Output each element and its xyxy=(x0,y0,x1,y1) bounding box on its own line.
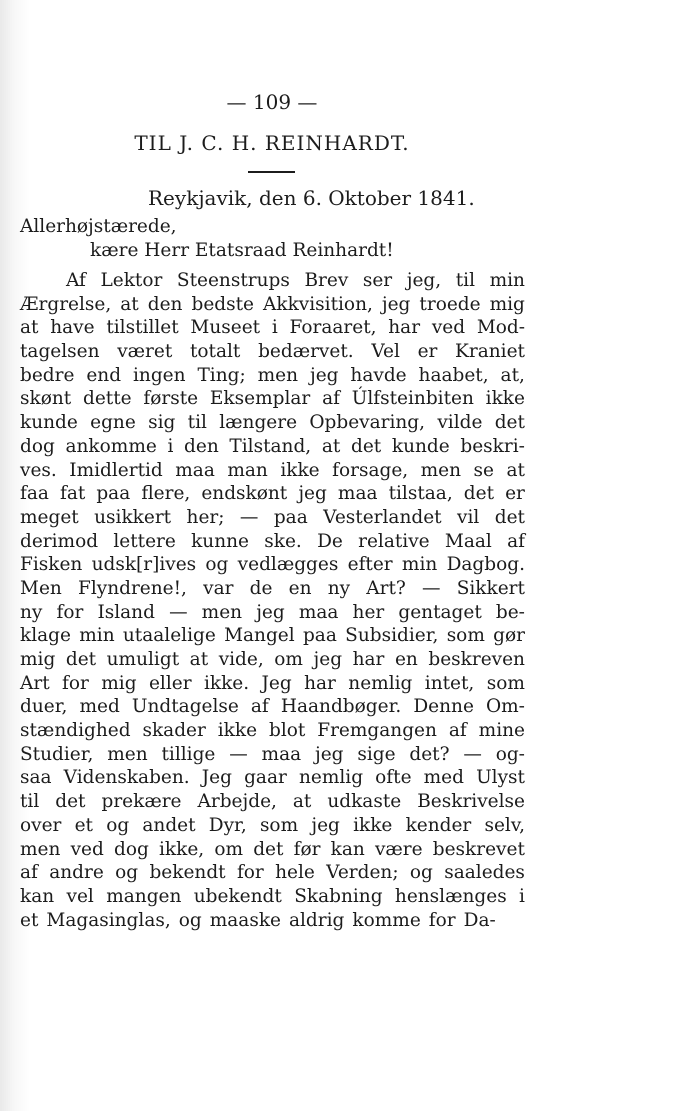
word: aldrig xyxy=(288,909,345,931)
word: gentaget xyxy=(398,601,482,623)
word: kan xyxy=(20,885,55,907)
text-line xyxy=(20,316,525,340)
word: tilstillet xyxy=(106,317,179,339)
word: klage xyxy=(20,625,71,647)
text-line xyxy=(20,648,525,672)
word: Ærgrelse, xyxy=(20,293,112,315)
word: kan xyxy=(330,838,365,860)
word: af xyxy=(250,696,269,718)
word: Fremgangen xyxy=(317,720,437,742)
word: med xyxy=(423,767,464,789)
word: jeg xyxy=(381,293,411,315)
word: Magasinglas, xyxy=(46,909,171,931)
word: andre xyxy=(49,862,104,884)
word: Eksemplar xyxy=(209,388,311,410)
word: Arbejde, xyxy=(197,791,277,813)
letter-salutation xyxy=(20,215,394,262)
word: længere xyxy=(219,412,298,434)
word: paa xyxy=(96,483,131,505)
word: som xyxy=(486,672,525,694)
word: Haandbøger. xyxy=(280,696,402,718)
word: Island xyxy=(97,601,155,623)
word: usikkert xyxy=(94,506,172,528)
word: det xyxy=(55,791,86,813)
word: ikke xyxy=(280,459,320,481)
title-divider xyxy=(248,171,295,173)
text-line xyxy=(20,553,525,577)
word: bedre xyxy=(20,364,75,386)
word: at xyxy=(292,791,312,813)
word: har xyxy=(352,649,385,670)
word: om xyxy=(214,838,244,860)
word: første xyxy=(143,388,199,410)
word: Subsidier, xyxy=(345,625,439,647)
word: gaar xyxy=(244,767,287,789)
word: men xyxy=(257,364,299,386)
word: Dagbog. xyxy=(446,554,525,576)
word: at xyxy=(120,293,139,315)
word: Beskrivelse xyxy=(417,791,525,813)
word: ikke, xyxy=(159,838,205,860)
word: skader xyxy=(142,720,206,742)
word: dog xyxy=(20,435,55,457)
word: — xyxy=(239,506,259,528)
word: bedste xyxy=(191,293,254,315)
word: intet, xyxy=(424,672,475,694)
word: saa xyxy=(20,767,52,789)
word: Videnskaben. xyxy=(63,767,190,789)
word: kender xyxy=(405,814,472,836)
word: kunne xyxy=(191,530,249,552)
word: sig xyxy=(148,412,176,434)
text-line xyxy=(20,814,525,838)
word: og xyxy=(409,862,433,884)
word: bedærvet. xyxy=(258,341,354,363)
word: blot xyxy=(268,720,306,742)
word: for xyxy=(428,909,456,931)
text-line xyxy=(20,269,525,293)
word: om xyxy=(274,649,303,670)
word: forsage, xyxy=(332,459,409,481)
word: havde xyxy=(350,364,407,386)
text-line xyxy=(20,293,525,317)
word: prekære xyxy=(101,791,182,813)
word: flere, xyxy=(141,483,191,505)
text-line xyxy=(20,624,525,648)
word: et xyxy=(20,909,39,931)
word: nemlig xyxy=(298,767,364,789)
word: her; xyxy=(186,506,225,528)
word: ofte xyxy=(375,767,412,789)
word: Foraaret, xyxy=(289,317,377,339)
text-line xyxy=(20,459,525,483)
word: maaske xyxy=(209,909,281,931)
word: selv, xyxy=(484,814,525,836)
text-line xyxy=(20,695,525,719)
word: gør xyxy=(493,625,525,647)
text-line xyxy=(20,577,525,601)
word: troede xyxy=(419,293,481,315)
text-line xyxy=(20,885,525,909)
word: har xyxy=(388,317,421,339)
word: beskrevet xyxy=(432,838,525,860)
word: det xyxy=(65,649,97,670)
word: men xyxy=(107,743,148,765)
word: tillige xyxy=(161,743,216,765)
word: udsk[r]ives xyxy=(91,554,197,576)
word: jeg xyxy=(314,743,344,765)
word: duer, xyxy=(20,696,68,718)
word: for xyxy=(236,862,264,884)
word: i xyxy=(167,435,174,457)
word: utaalelige xyxy=(122,625,216,647)
word: lettere xyxy=(113,530,176,552)
word: ingen xyxy=(133,364,186,386)
word: af xyxy=(507,530,525,552)
word: henslænges xyxy=(394,885,507,907)
word: et xyxy=(74,814,93,836)
word: være xyxy=(374,838,423,860)
word: Skabning xyxy=(294,885,383,907)
word: maa xyxy=(337,483,378,505)
word: Maal xyxy=(444,530,492,552)
word: en xyxy=(288,577,312,599)
text-line xyxy=(20,387,525,411)
word: maa xyxy=(175,459,215,481)
word: at xyxy=(506,459,525,481)
word: Jeg xyxy=(201,767,232,789)
word: Imidlertid xyxy=(69,459,163,481)
word: Om- xyxy=(485,696,525,718)
word: ved xyxy=(431,317,466,339)
page-number: — 109 — xyxy=(226,90,318,114)
word: beskreven xyxy=(428,649,525,670)
word: Dyr, xyxy=(208,814,247,836)
word: Vel xyxy=(371,341,400,363)
word: beskri- xyxy=(460,435,525,457)
word: over xyxy=(20,814,62,836)
word: min xyxy=(401,554,438,576)
word: jeg xyxy=(313,649,343,670)
word: som xyxy=(259,814,299,836)
text-line xyxy=(20,743,525,767)
word: — xyxy=(169,601,188,623)
word: Vesterlandet xyxy=(323,506,442,528)
word: før xyxy=(293,838,321,860)
word: det xyxy=(494,412,525,434)
word: Af xyxy=(66,270,86,291)
word: i xyxy=(519,885,525,907)
word: ske. xyxy=(264,530,302,552)
word: Art xyxy=(20,672,50,694)
salutation-line: Allerhøjstærede, xyxy=(20,216,177,237)
word: af xyxy=(448,720,467,742)
letter-title: TIL J. C. H. REINHARDT. xyxy=(134,131,410,155)
word: de xyxy=(249,577,273,599)
word: ser xyxy=(362,270,393,291)
word: maa xyxy=(298,601,339,623)
word: til xyxy=(20,791,40,813)
word: andet xyxy=(142,814,196,836)
word: efter xyxy=(347,554,393,576)
word: Mod- xyxy=(476,317,525,339)
text-line xyxy=(20,601,525,625)
word: og xyxy=(115,862,139,884)
word: Kraniet xyxy=(455,341,525,363)
word: ikke xyxy=(485,388,525,410)
word: dette xyxy=(83,388,132,410)
word: eller xyxy=(148,672,192,694)
word: fat xyxy=(59,483,86,505)
word: at, xyxy=(500,364,525,386)
text-line xyxy=(20,530,525,554)
word: have xyxy=(50,317,95,339)
word: Denne xyxy=(413,696,474,718)
text-line xyxy=(20,506,525,530)
word: endskønt xyxy=(201,483,288,505)
word: mig xyxy=(20,649,56,670)
text-line xyxy=(20,340,525,364)
word: men xyxy=(201,601,243,623)
word: ikke xyxy=(217,720,258,742)
word: ikke. xyxy=(203,672,250,694)
word: min xyxy=(79,625,115,647)
word: Mangel xyxy=(224,625,295,647)
word: end xyxy=(86,364,122,386)
word: Ulyst xyxy=(476,767,525,789)
text-line xyxy=(20,790,525,814)
word: be- xyxy=(495,601,525,623)
salutation-line: kære Herr Etatsraad Reinhardt! xyxy=(90,239,394,261)
word: er xyxy=(505,483,525,505)
word: maa xyxy=(261,743,302,765)
word: men xyxy=(20,838,61,860)
word: — xyxy=(229,743,248,765)
word: den xyxy=(184,435,219,457)
word: det xyxy=(350,435,382,457)
word: Brev xyxy=(304,270,349,291)
letter-body xyxy=(20,269,525,932)
word: nemlig xyxy=(348,672,413,694)
word: en xyxy=(394,649,418,670)
word: Fisken xyxy=(20,554,83,576)
word: — xyxy=(463,743,482,765)
word: vel xyxy=(66,885,94,907)
word: stændighed xyxy=(20,720,131,742)
word: Museet xyxy=(190,317,261,339)
word: vide, xyxy=(218,649,264,670)
word: Tilstand, xyxy=(229,435,312,457)
word: tagelsen xyxy=(20,341,100,363)
word: Úlfsteinbiten xyxy=(351,388,474,410)
letter-dateline: Reykjavik, den 6. Oktober 1841. xyxy=(148,186,475,210)
word: kunde xyxy=(20,412,78,434)
word: ves. xyxy=(20,459,57,481)
word: paa xyxy=(273,506,308,528)
word: for xyxy=(62,672,89,694)
word: den xyxy=(147,293,183,315)
text-line xyxy=(20,719,525,743)
word: ikke xyxy=(353,814,393,836)
word: og xyxy=(205,554,229,576)
text-line xyxy=(20,766,525,790)
word: det xyxy=(494,506,525,528)
word: egne xyxy=(90,412,136,434)
word: Lektor xyxy=(100,270,163,291)
word: i xyxy=(271,317,278,339)
word: Da- xyxy=(463,909,496,931)
word: Jeg xyxy=(261,672,292,694)
word: af xyxy=(322,388,340,410)
word: jeg xyxy=(309,364,339,386)
word: Akkvisition, xyxy=(263,293,373,315)
word: og xyxy=(106,814,130,836)
text-line xyxy=(20,909,525,933)
word: dog xyxy=(114,838,149,860)
word: er xyxy=(417,341,438,363)
word: til xyxy=(455,270,476,291)
word: har xyxy=(304,672,336,694)
word: Studier, xyxy=(20,743,94,765)
word: mig xyxy=(489,293,525,315)
word: jeg xyxy=(298,483,327,505)
word: hele xyxy=(275,862,315,884)
word: jeg xyxy=(311,814,340,836)
word: det? xyxy=(409,743,450,765)
word: relative xyxy=(358,530,430,552)
word: meget xyxy=(20,506,79,528)
word: vilde xyxy=(437,412,483,434)
word: det xyxy=(253,838,284,860)
text-line xyxy=(20,672,525,696)
word: sige xyxy=(357,743,396,765)
word: at xyxy=(189,649,209,670)
word: tilstaa, xyxy=(388,483,453,505)
text-line xyxy=(20,435,525,459)
word: det xyxy=(463,483,495,505)
word: udkaste xyxy=(327,791,402,813)
word: ankomme xyxy=(65,435,157,457)
word: ny xyxy=(20,601,43,623)
word: min xyxy=(489,270,525,291)
word: Flyndrene!, xyxy=(78,577,187,599)
word: at xyxy=(20,317,39,339)
word: umuligt xyxy=(106,649,180,670)
word: Steenstrups xyxy=(176,270,290,291)
word: og- xyxy=(495,743,525,765)
word: bekendt xyxy=(149,862,226,884)
word: Undtagelse xyxy=(131,696,239,718)
word: man xyxy=(227,459,268,481)
word: haabet, xyxy=(418,364,489,386)
word: vil xyxy=(457,506,480,528)
word: paa xyxy=(302,625,337,647)
text-line xyxy=(20,838,525,862)
word: ved xyxy=(70,838,104,860)
text-line xyxy=(20,482,525,506)
word: Verden; xyxy=(326,862,399,884)
word: skønt xyxy=(20,388,72,410)
text-line xyxy=(20,364,525,388)
word: De xyxy=(317,530,343,552)
word: Art? xyxy=(366,577,406,599)
word: komme xyxy=(352,909,421,931)
word: for xyxy=(56,601,84,623)
word: mangen xyxy=(106,885,182,907)
word: at xyxy=(321,435,341,457)
word: men xyxy=(420,459,462,481)
word: saaledes xyxy=(444,862,525,884)
word: totalt xyxy=(189,341,241,363)
word: kunde xyxy=(391,435,450,457)
text-line xyxy=(20,411,525,435)
word: og xyxy=(178,909,202,931)
word: var xyxy=(203,577,234,599)
word: til xyxy=(187,412,207,434)
word: Opbevaring, xyxy=(309,412,426,434)
word: derimod xyxy=(20,530,99,552)
word: ny xyxy=(327,577,351,599)
word: mig xyxy=(101,672,137,694)
text-line xyxy=(20,861,525,885)
word: Ting; xyxy=(197,364,246,386)
word: Men xyxy=(20,577,62,599)
word: faa xyxy=(20,483,49,505)
word: af xyxy=(20,862,38,884)
word: mine xyxy=(478,720,525,742)
word: jeg xyxy=(256,601,285,623)
word: jeg, xyxy=(406,270,442,291)
word: vedlægges xyxy=(237,554,339,576)
word: — xyxy=(422,577,441,599)
word: Sikkert xyxy=(456,577,525,599)
word: som xyxy=(446,625,485,647)
word: her xyxy=(352,601,385,623)
word: været xyxy=(117,341,173,363)
word: se xyxy=(473,459,494,481)
word: med xyxy=(79,696,120,718)
word: ubekendt xyxy=(193,885,282,907)
